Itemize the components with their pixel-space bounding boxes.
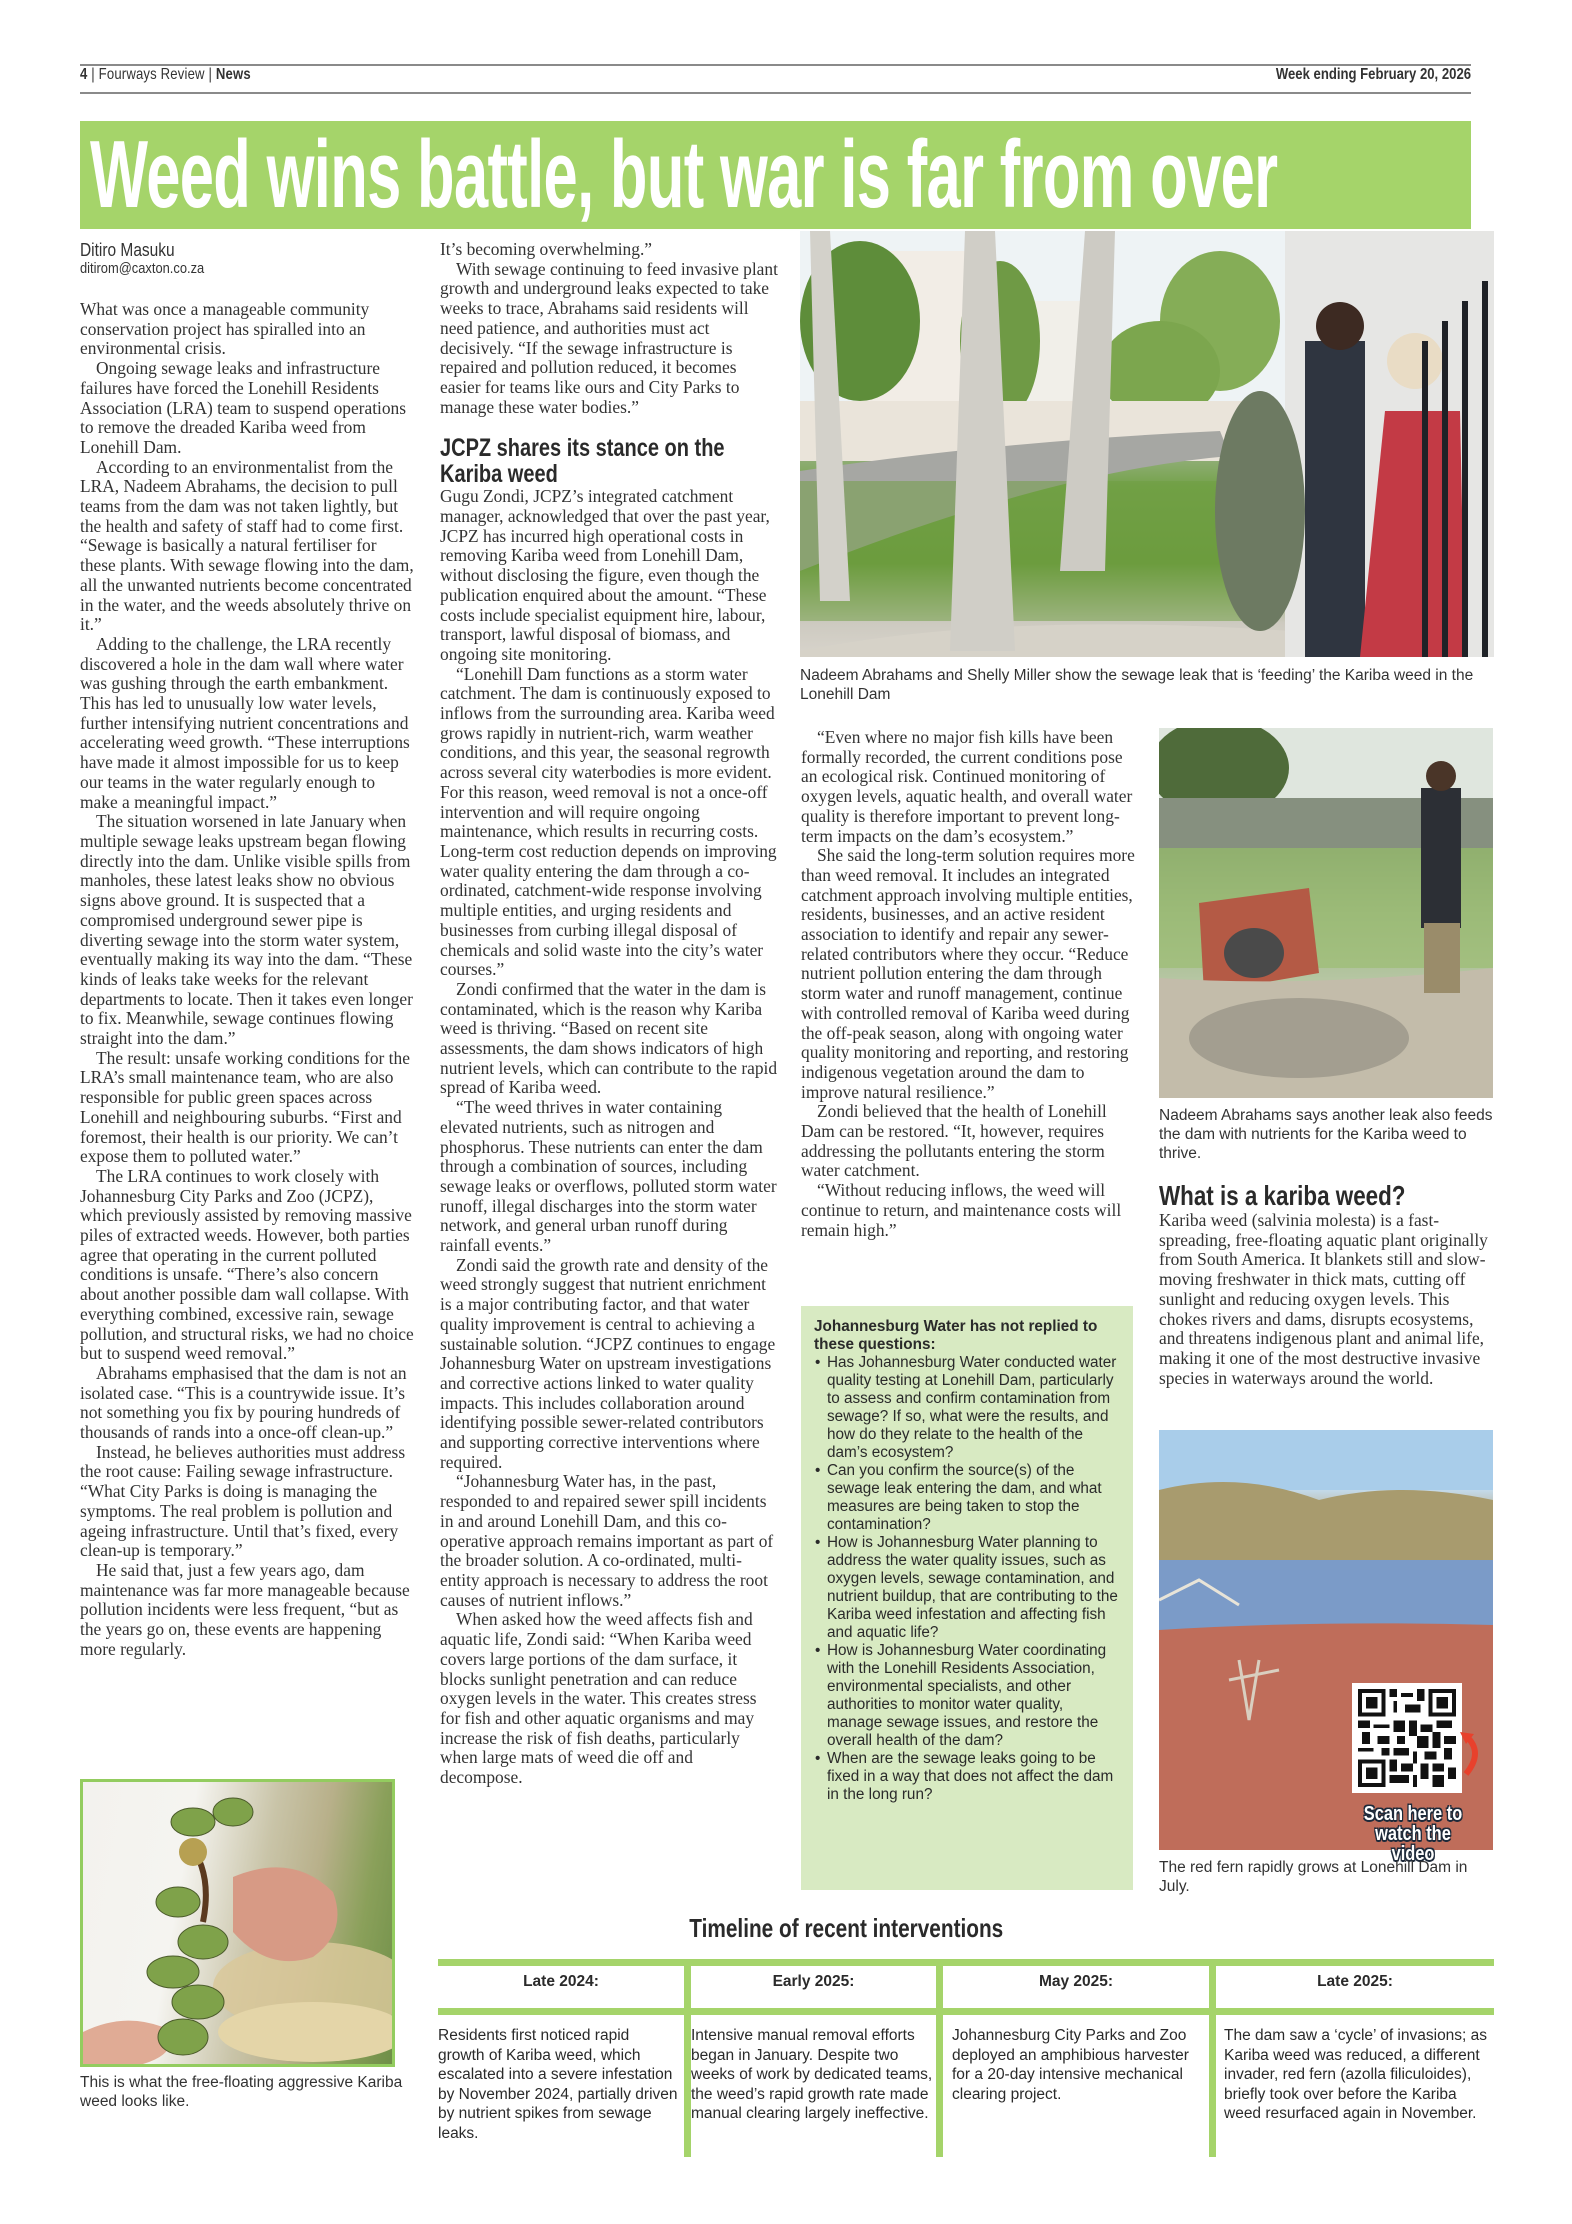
- paragraph: Ongoing sewage leaks and infrastructure failures have forced the Lonehill Residents Association (LRA) team to suspend operations to remove the dreaded Kariba weed from Lonehill Dam.: [80, 358, 407, 457]
- subhead-line: Kariba weed: [440, 460, 558, 489]
- qa-item: • How is Johannesburg Water coordinating with the Lonehill Residents Association, environmental specialists, and other authorities to monitor water quality, manage sewage issues, and restore the overall health of the dam?: [814, 1642, 1121, 1750]
- qr-code-pattern: [1358, 1689, 1456, 1787]
- top-rule: [80, 64, 1471, 66]
- kariba-weed-photo-caption: This is what the free-floating aggressive Kariba weed looks like.: [80, 2074, 403, 2110]
- folio: [80, 66, 251, 84]
- leak-photo: [1159, 728, 1493, 1098]
- byline-email: ditirom@caxton.co.za: [80, 260, 205, 277]
- paragraph: “The weed thrives in water containing elevated nutrients, such as nitrogen and phosphorus. These nutrients can enter the dam through a combination of sources, including sewage leaks or overflows, polluted storm water runoff, illegal discharges into the storm water network, and general urban runoff during rainfall events.”: [440, 1097, 777, 1256]
- qa-title: Johannesburg Water has not replied to these questions:: [814, 1318, 1098, 1353]
- timeline-mid-band: [438, 2008, 1494, 2015]
- qa-item: • Has Johannesburg Water conducted water quality testing at Lonehill Dam, particularly to assess and confirm contamination from sewage? If so, what were the results, and how do they relate to the health of the dam’s ecosystem?: [814, 1354, 1121, 1462]
- dam-photo-caption: The red fern rapidly grows at Lonehill Dam in July.: [1159, 1859, 1468, 1895]
- paragraph: Gugu Zondi, JCPZ’s integrated catchment manager, acknowledged that over the past year, JCPZ has incurred high operational costs in removing Kariba weed from Lonehill Dam, without disclosing the figure, even though the publication enquired about the amount. “These costs include specialist equipment hire, labour, transport, lawful disposal of biomass, and ongoing site monitoring.: [440, 486, 770, 664]
- timeline-text: Residents first noticed rapid growth of Kariba weed, which escalated into a severe infestation by November 2024, partially driven by nutrient spikes from sewage leaks.: [438, 2027, 678, 2142]
- qr-code-icon[interactable]: [1352, 1683, 1462, 1793]
- timeline-top-band: [438, 1959, 1494, 1966]
- section-name: News: [215, 66, 251, 83]
- main-photo: [800, 231, 1494, 657]
- timeline-divider: [684, 1959, 691, 2157]
- leak-scene-illustration: [1159, 728, 1493, 1098]
- qa-item: • Can you confirm the source(s) of the sewage leak entering the dam, and what measures are being taken to stop the contamination?: [814, 1462, 1121, 1534]
- dateline: Week ending February 20, 2026: [1275, 66, 1471, 83]
- paragraph: What was once a manageable community conservation project has spiralled into an environmental crisis.: [80, 299, 370, 359]
- paragraph: With sewage continuing to feed invasive plant growth and underground leaks expected to take weeks to trace, Abrahams said residents will need patience, and authorities must act decisively. “If the sewage infrastructure is repaired and pollution reduced, it becomes easier for teams like ours and City Parks to manage these water bodies.”: [440, 258, 778, 417]
- sidebar-body: Kariba weed (salvinia molesta) is a fast-spreading, free-floating aquatic plant originally from South America. It blankets still and slow-moving freshwater in thick mats, cutting off sunlight and reducing oxygen levels. This chokes rivers and dams, disrupts ecosystems, and threatens indigenous plant and animal life, making it one of the most destructive invasive species in waterways around the world.: [1159, 1210, 1488, 1388]
- paragraph: She said the long-term solution requires more than weed removal. It includes an integrated catchment approach involving multiple entities, residents, businesses, and an active resident association to identify and repair any sewer-related contributors where they occur. “Reduce nutrient pollution entering the dam through storm water and runoff management, continue with controlled removal of Kariba weed during the off-peak season, along with ongoing water quality monitoring and reporting, and restoring indigenous vegetation around the dam to improve natural resilience.”: [801, 845, 1135, 1102]
- paragraph: It’s becoming overwhelming.”: [440, 239, 653, 259]
- street-scene-illustration: [800, 231, 1494, 657]
- headline: Weed wins battle, but war is far from over: [90, 121, 1278, 228]
- paragraph: The result: unsafe working conditions for the LRA’s small maintenance team, who are also responsible for public green spaces across Lonehill and neighbouring suburbs. “First and foremost, their health is our priority. We can’t expose them to polluted water.”: [80, 1047, 410, 1167]
- timeline: [438, 1959, 1494, 2159]
- timeline-title: [0, 1913, 1572, 1944]
- paragraph: He said that, just a few years ago, dam maintenance was far more manageable because pollution incidents were less frequent, “but as the years go on, these events are happening more regularly.: [80, 1560, 410, 1659]
- timeline-period: Late 2025:: [1317, 1973, 1393, 1990]
- timeline-period: Late 2024:: [523, 1973, 599, 1990]
- curved-arrow-icon: [1458, 1730, 1488, 1782]
- paragraph: Zondi confirmed that the water in the dam is contaminated, which is the reason why Kariba weed is thriving. “Based on recent site assessments, the dam shows indicators of high nutrient levels, which can contribute to the rapid spread of Kariba weed.: [440, 978, 778, 1098]
- separator: |: [208, 66, 213, 83]
- paragraph: “Johannesburg Water has, in the past, responded to and repaired sewer spill incidents in and around Lonehill Dam, and this co-operative approach remains important as part of the broader solution. A co-ordinated, multi-entity approach is necessary to address the root causes of nutrient inflows.”: [440, 1471, 774, 1610]
- paragraph: The LRA continues to work closely with Johannesburg City Parks and Zoo (JCPZ), which previously assisted by removing massive piles of extracted weeds. However, both parties agree that operating in the current polluted conditions is unsafe. “There’s also concern about another possible dam wall collapse. With everything combined, excessive rain, sewage pollution, and structural risks, we had no choice but to suspend weed removal.”: [80, 1165, 414, 1364]
- paragraph: Abrahams emphasised that the dam is not an isolated case. “This is a countrywide issue. It’s not something you fix by pouring hundreds of thousands of rands into a once-off clean-up.”: [80, 1362, 407, 1443]
- paragraph: Zondi believed that the health of Lonehill Dam can be restored. “It, however, requires addressing the pollutants entering the storm water catchment.: [801, 1101, 1107, 1181]
- sidebar-title: What is a kariba weed?: [1159, 1180, 1406, 1211]
- byline-author: Ditiro Masuku: [80, 240, 175, 260]
- paragraph: When asked how the weed affects fish and aquatic life, Zondi said: “When Kariba weed covers large portions of the dam surface, it blocks sunlight penetration and can reduce oxygen levels in the water. This creates stress for fish and other aquatic organisms and may increase the risk of fish deaths, particularly when large mats of weed die off and decompose.: [440, 1609, 757, 1788]
- leak-photo-caption: Nadeem Abrahams says another leak also feeds the dam with nutrients for the Kariba weed to thrive.: [1159, 1107, 1493, 1162]
- paragraph: “Lonehill Dam functions as a storm water catchment. The dam is continuously exposed to inflows from the surrounding area. Kariba weed grows rapidly in nutrient-rich, warm weather conditions, and this year, the seasonal regrowth across several city waterbodies is more evident. For this reason, weed removal is not a once-off intervention and will require ongoing maintenance, which results in recurring costs. Long-term cost reduction depends on improving water quality entering the dam through a co-ordinated, catchment-wide response involving multiple entities, and urging residents and businesses from curbing illegal disposal of chemicals and solid waste into the city’s water courses.”: [440, 663, 777, 980]
- timeline-period: May 2025:: [1038, 1973, 1114, 1990]
- headline-banner: [80, 121, 1471, 229]
- main-photo-caption: Nadeem Abrahams and Shelly Miller show the sewage leak that is ‘feeding’ the Kariba weed in the Lonehill Dam: [800, 667, 1474, 703]
- timeline-text: Intensive manual removal efforts began in January. Despite two weeks of work by dedicated teams, the weed’s rapid growth rate made manual clearing largely ineffective.: [691, 2027, 933, 2123]
- qa-list: [814, 1354, 1121, 1804]
- article-column-2: [440, 240, 778, 1788]
- timeline-divider: [1209, 1959, 1216, 2157]
- article-column-3: [801, 728, 1136, 1240]
- unanswered-questions-box: [801, 1306, 1133, 1890]
- bottom-rule: [80, 92, 1471, 94]
- qr-label[interactable]: [1361, 1804, 1466, 1864]
- qr-label-line: Scan here to: [1363, 1803, 1463, 1825]
- publication-name: Fourways Review: [98, 66, 205, 83]
- article-column-1: [80, 300, 415, 1660]
- sidebar-kariba: [1159, 1181, 1494, 1388]
- timeline-text: Johannesburg City Parks and Zoo deployed an amphibious harvester for a 20-day intensive mechanical clearing project.: [952, 2027, 1189, 2103]
- subhead-jcpz: [440, 434, 725, 489]
- paragraph: Instead, he believes authorities must address the root cause: Failing sewage infrastructure. “What City Parks is doing is managing the symptoms. The real problem is pollution and ageing infrastructure. Until that’s fixed, every clean-up is temporary.”: [80, 1441, 406, 1561]
- timeline-title-text: Timeline of recent interventions: [688, 1913, 1003, 1943]
- qr-label-line: watch the video: [1375, 1823, 1451, 1865]
- timeline-divider: [936, 1959, 943, 2157]
- timeline-period: Early 2025:: [772, 1973, 855, 1990]
- paragraph: Zondi said the growth rate and density of the weed strongly suggest that nutrient enrichment is a major contributing factor, and that water quality improvement is central to achieving a sustainable solution. “JCPZ continues to engage Johannesburg Water on upstream investigations and corrective actions linked to water quality impacts. This includes collaboration around identifying possible sewer-related contributors and supporting corrective interventions where required.: [440, 1254, 776, 1472]
- paragraph: “Without reducing inflows, the weed will continue to return, and maintenance costs will remain high.”: [801, 1180, 1122, 1240]
- qa-item: • When are the sewage leaks going to be fixed in a way that does not affect the dam in the long run?: [814, 1750, 1121, 1804]
- paragraph: According to an environmentalist from the LRA, Nadeem Abrahams, the decision to pull teams from the dam was not taken lightly, but the health and safety of staff had to come first. “Sewage is basically a natural fertiliser for these plants. With sewage flowing into the dam, all the unwanted nutrients become concentrated in the water, and the weeds absolutely thrive on it.”: [80, 456, 414, 635]
- paragraph: Adding to the challenge, the LRA recently discovered a hole in the dam wall where water was gushing through the earth embankment. This has led to unusually low water levels, further intensifying nutrient concentrations and accelerating weed growth. “These interruptions have made it almost impossible for us to keep our teams in the water regularly enough to make a meaningful impact.”: [80, 633, 410, 812]
- page-number: 4: [80, 66, 88, 83]
- qa-item: • How is Johannesburg Water planning to address the water quality issues, such as oxygen levels, sewage contamination, and nutrient buildup, that are contributing to the Kariba weed infestation and affecting fish and aquatic life?: [814, 1534, 1121, 1642]
- paragraph: The situation worsened in late January when multiple sewage leaks upstream began flowing directly into the dam. Unlike visible spills from manholes, these latest leaks show no obvious signs above ground. It is suspected that a compromised underground sewer pipe is diverting sewage into the storm water system, eventually making its way into the dam. “These kinds of leaks take weeks for the relevant departments to locate. Then it takes even longer to fix. Meanwhile, sewage continues flowing straight into the dam.”: [80, 811, 413, 1049]
- subhead-line: JCPZ shares its stance on the: [440, 434, 725, 463]
- paragraph: “Even where no major fish kills have been formally recorded, the current conditions pose an ecological risk. Continued monitoring of oxygen levels, aquatic health, and overall water quality is therefore important to prevent long-term impacts on the dam’s ecosystem.”: [801, 727, 1133, 846]
- timeline-text: The dam saw a ‘cycle’ of invasions; as Kariba weed was reduced, a different invader, red fern (azolla filiculoides), briefly took over before the Kariba weed resurfaced again in November.: [1224, 2027, 1488, 2123]
- separator: |: [91, 66, 95, 83]
